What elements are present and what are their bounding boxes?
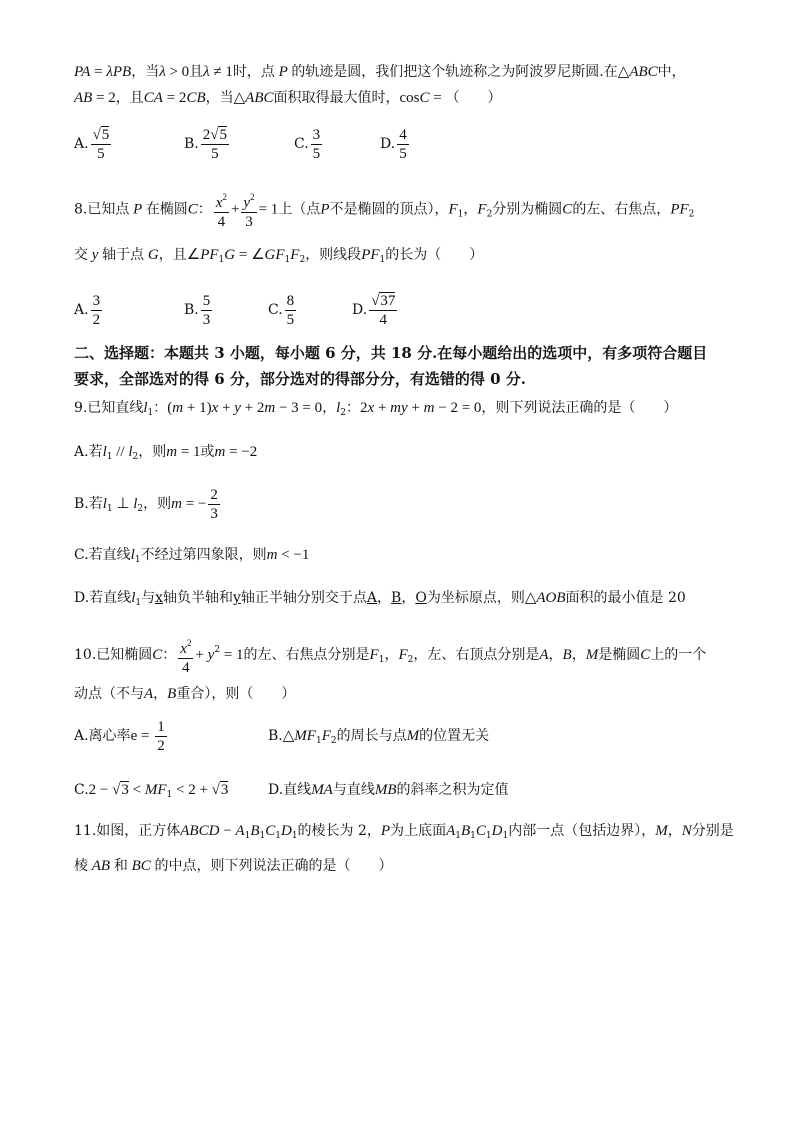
q10-option-b[interactable]: $B.\triangle MF_1F_2$的周长与点M的位置无关 [268,728,490,746]
q10-options-row-1 [74,716,489,761]
q9-option-b[interactable]: B.若$l_1$ ⊥ $l_2$，则m = − $\frac{2}{3}$ [74,486,218,522]
q9-option-a[interactable]: A.若$l_1 // l_2$，则m = 1或m = −2 [74,444,258,462]
q8-stem-line-1: 8.已知点 P 在椭圆C： $\frac{x^2}{4}$ + $\frac{y^2}{3}$ = 1上（点P不是椭圆的顶点），$F_1$，$F_2$分别为椭圆C的左、右焦点，$PF_2$ [74,188,694,235]
q8-option-b[interactable]: B. $\frac{5}{3}$ [184,292,211,328]
q11-stem-line-2: 棱 AB 和 BC 的中点，则下列说法正确的是（ ） [74,858,393,874]
q7-option-a[interactable]: A. $\frac{√5}{5}$ [74,126,110,162]
q7-option-b[interactable]: B. $\frac{2√5}{5}$ [184,126,227,162]
section2-heading-line-2: 要求，全部选对的得 6 分，部分选对的得部分分，有选错的得 0 分. [74,370,526,388]
q10-option-c[interactable]: $C.2 - √3 < MF_1 < 2 + √3$ [74,782,229,800]
q8-option-c[interactable]: C. $\frac{8}{5}$ [268,292,295,328]
q9-option-d[interactable]: D.若直线$l_1$与x轴负半轴和y轴正半轴分别交于点A，B，O为坐标原点，则△AOB面积的最小值是 20 [74,590,686,608]
q10-option-d[interactable]: D.直线MA与直线MB的斜率之积为定值 [268,782,509,798]
q8-stem-line-2: 交 y 轴于点 G，且$\angle PF_1G$ = $\angle GF_1F_2$，则线段$PF_1$的长为（ ） [74,247,484,265]
section2-heading-line-1: 二、选择题：本题共 3 小题，每小题 6 分，共 18 分.在每小题给出的选项中，有多项符合题目 [74,344,708,362]
q7-line-2: AB = 2，且CA = 2CB，当△ABC面积取得最大值时，cosC = （ ） [74,90,502,106]
q7-line-1: PA = λPB，当λ > 0且λ ≠ 1时，点 P 的轨迹是圆，我们把这个轨迹称之为阿波罗尼斯圆.在△ABC中， [74,64,686,80]
q7-option-c[interactable]: C. $\frac{3}{5}$ [294,126,321,162]
q8-option-a[interactable]: A. $\frac{3}{2}$ [74,292,101,328]
q10-stem-line-2: 动点（不与A，B重合），则（ ） [74,686,296,702]
q11-stem-line-1: 11.如图，正方体ABCD − $A_1B_1C_1D_1$的棱长为 2，P为上底面$A_1B_1C_1D_1$内部一点（包括边界），M，N分别是 [74,823,734,841]
q7-option-d[interactable]: D. $\frac{4}{5}$ [380,126,407,162]
q10-option-a[interactable]: A.离心率e = $\frac{1}{2}$ [74,718,165,754]
q10-options-row-2 [74,780,509,805]
q7-options [74,124,411,164]
q8-options [74,290,399,330]
q9-stem: 9.已知直线$l_1$：(m + 1)x + y + 2m − 3 = 0，$l_2$：2x + my + m − 2 = 0，则下列说法正确的是（ ） [74,400,678,418]
q8-option-d[interactable]: D. $\frac{√37}{4}$ [352,292,396,328]
q9-option-c[interactable]: C.若直线$l_1$不经过第四象限，则m < −1 [74,547,310,565]
q10-stem-line-1: 10.已知椭圆C： $\frac{x^2}{4}$ + $y^2 = 1$的左、右焦点分别是$F_1$，$F_2$，左、右顶点分别是A，B，M是椭圆C上的一个 [74,630,706,680]
